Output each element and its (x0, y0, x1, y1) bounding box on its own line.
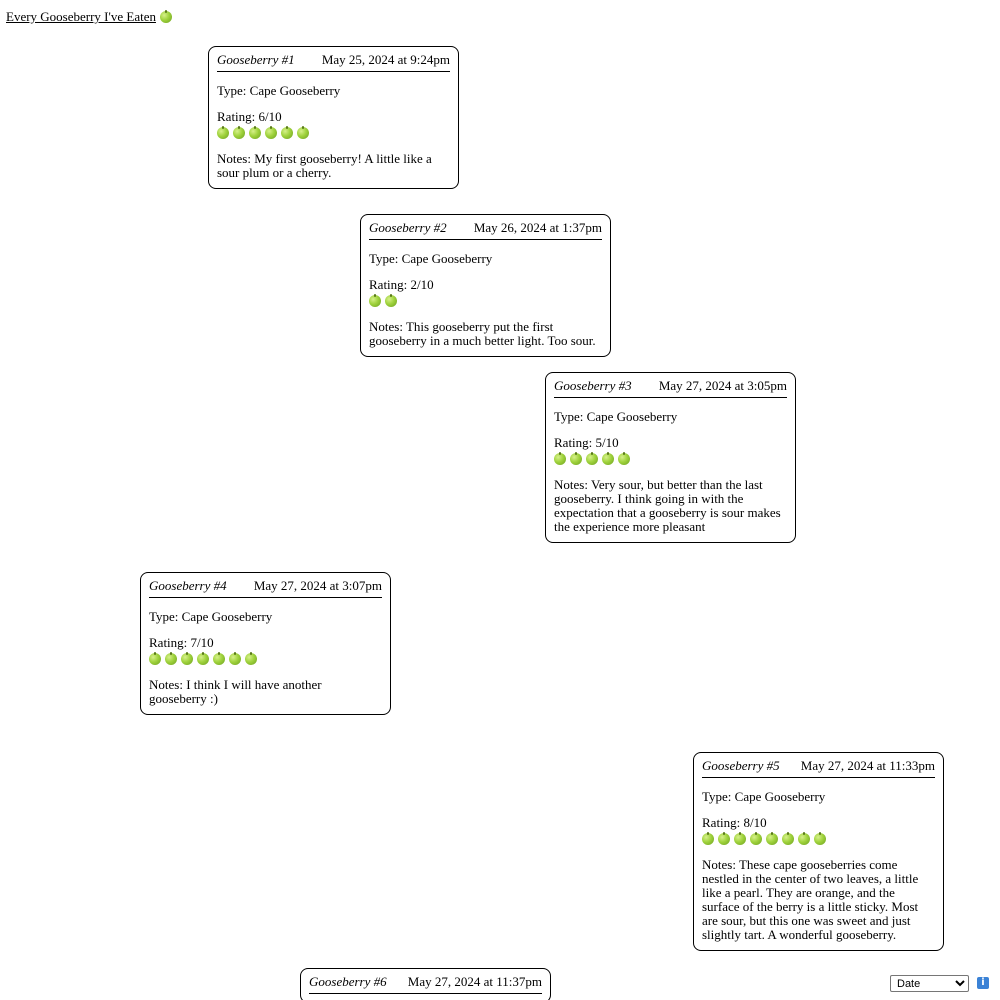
site-title-link[interactable] (6, 9, 172, 25)
rating-icons (702, 833, 935, 845)
card-type: Type: Cape Gooseberry (554, 409, 678, 424)
gooseberry-icon (149, 653, 161, 665)
card-header (149, 579, 382, 598)
card-rating: Rating: 8/10 (702, 815, 767, 830)
gooseberry-icon (766, 833, 778, 845)
card-date: May 27, 2024 at 11:37pm (407, 974, 542, 989)
gooseberry-icon (618, 453, 630, 465)
rating-icons (554, 453, 787, 465)
gooseberry-card (208, 46, 459, 189)
gooseberry-icon (281, 127, 293, 139)
card-date: May 27, 2024 at 3:05pm (658, 378, 787, 393)
gooseberry-icon (233, 127, 245, 139)
gooseberry-icon (602, 453, 614, 465)
card-date: May 25, 2024 at 9:24pm (321, 52, 450, 67)
card-type: Type: Cape Gooseberry (702, 789, 826, 804)
gooseberry-icon (570, 453, 582, 465)
gooseberry-icon (798, 833, 810, 845)
gooseberry-icon (702, 833, 714, 845)
gooseberry-icon (554, 453, 566, 465)
gooseberry-card (360, 214, 611, 357)
rating-icons (369, 295, 602, 307)
card-notes: Notes: Very sour, but better than the last gooseberry. I think going in with the expectation that a gooseberry is sour makes the experience more pleasant (554, 477, 781, 534)
gooseberry-icon (217, 127, 229, 139)
card-rating: Rating: 6/10 (217, 109, 282, 124)
gooseberry-icon (229, 653, 241, 665)
gooseberry-icon (160, 11, 172, 23)
card-header (554, 379, 787, 398)
card-notes: Notes: My first gooseberry! A little like a sour plum or a cherry. (217, 151, 432, 180)
gooseberry-icon (586, 453, 598, 465)
card-type: Type: Cape Gooseberry (369, 251, 493, 266)
gooseberry-icon (197, 653, 209, 665)
gooseberry-icon (814, 833, 826, 845)
card-name: Gooseberry #5 (702, 758, 780, 773)
card-name: Gooseberry #3 (554, 378, 632, 393)
rating-icons (149, 653, 382, 665)
gooseberry-icon (265, 127, 277, 139)
sort-select[interactable] (890, 975, 969, 992)
gooseberry-icon (213, 653, 225, 665)
card-rating: Rating: 7/10 (149, 635, 214, 650)
card-date: May 27, 2024 at 3:07pm (253, 578, 382, 593)
card-header (702, 759, 935, 778)
gooseberry-icon (245, 653, 257, 665)
gooseberry-icon (297, 127, 309, 139)
gooseberry-icon (249, 127, 261, 139)
card-header (309, 975, 542, 994)
card-name: Gooseberry #6 (309, 974, 387, 989)
gooseberry-icon (165, 653, 177, 665)
card-header (369, 221, 602, 240)
site-title-text: Every Gooseberry I've Eaten (6, 9, 156, 24)
card-name: Gooseberry #2 (369, 220, 447, 235)
card-name: Gooseberry #1 (217, 52, 295, 67)
gooseberry-icon (750, 833, 762, 845)
card-notes: Notes: This gooseberry put the first gooseberry in a much better light. Too sour. (369, 319, 596, 348)
card-name: Gooseberry #4 (149, 578, 227, 593)
info-icon[interactable]: i (977, 977, 989, 989)
card-date: May 26, 2024 at 1:37pm (473, 220, 602, 235)
card-type: Type: Cape Gooseberry (217, 83, 341, 98)
card-notes: Notes: I think I will have another gooseberry :) (149, 677, 322, 706)
gooseberry-icon (718, 833, 730, 845)
gooseberry-card (300, 968, 551, 1000)
gooseberry-icon (181, 653, 193, 665)
gooseberry-icon (734, 833, 746, 845)
gooseberry-icon (369, 295, 381, 307)
gooseberry-card (140, 572, 391, 715)
card-rating: Rating: 5/10 (554, 435, 619, 450)
card-rating: Rating: 2/10 (369, 277, 434, 292)
rating-icons (217, 127, 450, 139)
card-type: Type: Cape Gooseberry (149, 609, 273, 624)
card-date: May 27, 2024 at 11:33pm (800, 758, 935, 773)
gooseberry-card (545, 372, 796, 543)
card-notes: Notes: These cape gooseberries come nestled in the center of two leaves, a little like a pearl. They are orange, and the surface of the berry is a little sticky. Most are sour, but this one was sweet and just slightly tart. A wonderful gooseberry. (702, 857, 919, 942)
gooseberry-icon (782, 833, 794, 845)
card-header (217, 53, 450, 72)
gooseberry-icon (385, 295, 397, 307)
gooseberry-card (693, 752, 944, 951)
